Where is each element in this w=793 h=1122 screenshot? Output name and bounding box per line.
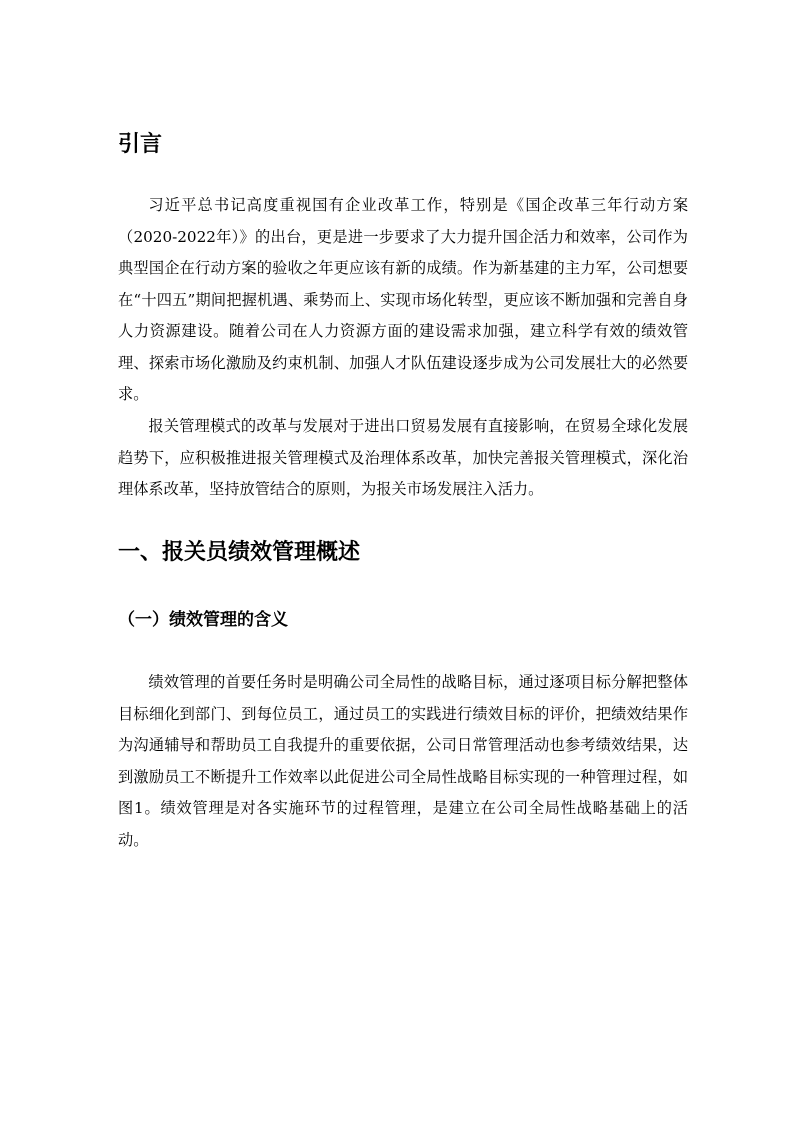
subsection-1-heading: （一）绩效管理的含义 [118,610,288,630]
intro-heading: 引言 [118,132,163,157]
section-1-heading: 一、报关员绩效管理概述 [118,540,361,565]
intro-paragraph-1: 习近平总书记高度重视国有企业改革工作，特别是《国企改革三年行动方案（2020-2022年）》的出台，更是进一步要求了大力提升国企活力和效率，公司作为典型国企在行动方案的验收之年更应该有新的成绩。作为新基建的主力军，公司想要在“十四五”期间把握机遇、乘势而上、实现市场化转型，更应该不断加强和完善自身人力资源建设。随着公司在人力资源方面的建设需求加强，建立科学有效的绩效管理、探索市场化激励及约束机制、加强人才队伍建设逐步成为公司发展壮大的必然要求。 [118,196,688,403]
subsection-1-paragraph: 绩效管理的首要任务时是明确公司全局性的战略目标，通过逐项目标分解把整体目标细化到部门、到每位员工，通过员工的实践进行绩效目标的评价，把绩效结果作为沟通辅导和帮助员工自我提升的重要依据，公司日常管理活动也参考绩效结果，达到激励员工不断提升工作效率以此促进公司全局性战略目标实现的一种管理过程，如图1。绩效管理是对各实施环节的过程管理，是建立在公司全局性战略基础上的活动。 [118,673,688,849]
intro-paragraph-2: 报关管理模式的改革与发展对于进出口贸易发展有直接影响，在贸易全球化发展趋势下，应积极推进报关管理模式及治理体系改革，加快完善报关管理模式，深化治理体系改革，坚持放管结合的原则，为报关市场发展注入活力。 [118,417,688,498]
